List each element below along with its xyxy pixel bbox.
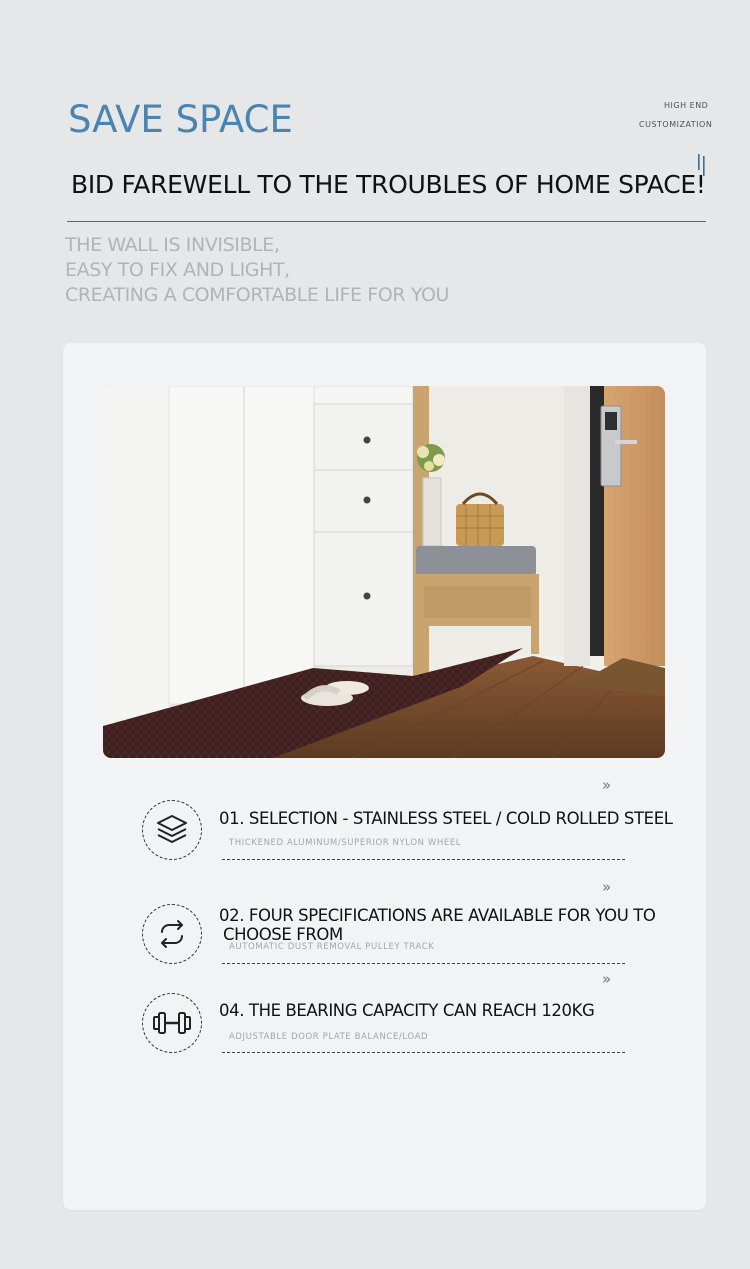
headline: BID FAREWELL TO THE TROUBLES OF HOME SPACE! — [71, 170, 706, 199]
page-title: SAVE SPACE — [68, 98, 293, 141]
feature-title-line: 02. FOUR SPECIFICATIONS ARE AVAILABLE FOR YOU TO — [219, 906, 656, 925]
dashed-divider — [222, 963, 625, 964]
feature-title: 01. SELECTION - STAINLESS STEEL / COLD ROLLED STEEL — [219, 809, 673, 828]
chevron-right-icon: » — [602, 776, 612, 794]
dashed-divider — [222, 1052, 625, 1053]
chevron-right-icon: » — [602, 970, 612, 988]
dashed-divider — [222, 859, 625, 860]
feature-title — [219, 906, 655, 944]
chevron-right-icon: » — [602, 878, 612, 896]
product-photo — [103, 386, 665, 758]
feature-subtitle: ADJUSTABLE DOOR PLATE BALANCE/LOAD — [229, 1032, 429, 1042]
tag-high-end: HIGH END — [664, 101, 709, 110]
tag-customization: CUSTOMIZATION — [639, 120, 713, 129]
feature-subtitle: THICKENED ALUMINUM/SUPERIOR NYLON WHEEL — [229, 838, 462, 848]
subtitle-line: CREATING A COMFORTABLE LIFE FOR YOU — [65, 284, 450, 306]
feature-title-line: CHOOSE FROM — [223, 925, 343, 944]
subtitle-line: EASY TO FIX AND LIGHT, — [65, 259, 290, 281]
subtitle-block — [65, 233, 449, 308]
entryway-cabinet-image — [103, 386, 665, 758]
divider — [67, 221, 706, 222]
subtitle-line: THE WALL IS INVISIBLE, — [65, 234, 280, 256]
layers-icon — [142, 800, 202, 860]
cycle-arrows-icon — [142, 904, 202, 964]
feature-subtitle: AUTOMATIC DUST REMOVAL PULLEY TRACK — [229, 942, 435, 952]
feature-title: 04. THE BEARING CAPACITY CAN REACH 120KG — [219, 1001, 595, 1020]
dumbbell-icon — [142, 993, 202, 1053]
